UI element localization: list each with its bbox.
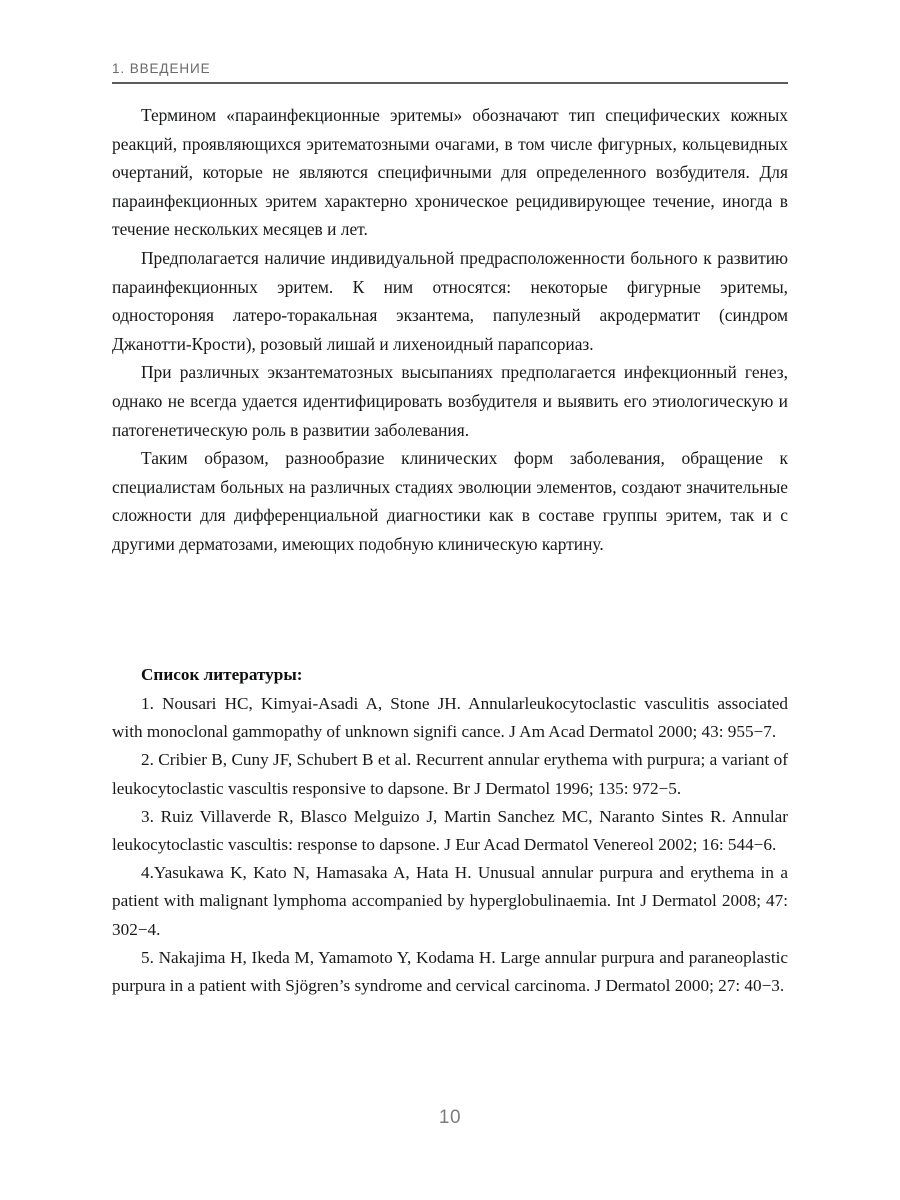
paragraph: При различных экзантематозных высыпаниях предполагается инфекционный генез, однако не всегда удается идентифицировать возбудителя и выявить его этиологическую и патогенетическую роль в развитии заболевания. [112,362,788,440]
reference-item: 1. Nousari HC, Kimyai-Asadi A, Stone JH. Annularleukocytoclastic vasculitis associated with monoclonal gammopathy of unknown signifi cance. J Am Acad Dermatol 2000; 43: 955−7. [112,694,788,742]
paragraph: Предполагается наличие индивидуальной предрасположенности больного к развитию параинфекционных эритем. К ним относятся: некоторые фигурные эритемы, одностороняя латеро-торакальная экзантема, папулезный акродерматит (синдром Джанотти-Крости), розовый лишай и лихеноидный парапсориаз. [112,247,788,354]
reference-item: 5. Nakajima H, Ikeda M, Yamamoto Y, Kodama H. Large annular purpura and paraneoplastic purpura in a patient with Sjögren’s syndrome and cervical carcinoma. J Dermatol 2000; 27: 40−3. [112,947,788,996]
header-divider [112,82,788,84]
references-section [112,661,788,1000]
paragraph: Таким образом, разнообразие клинических форм заболевания, обращение к специалистам больных на различных стадиях эволюции элементов, создают значительные сложности для дифференциальной диагностики как в составе группы эритем, так и с другими дерматозами, имеющих подобную клиническую картину. [112,448,788,554]
reference-item: 2. Cribier B, Cuny JF, Schubert B et al. Recurrent annular erythema with purpura; a variant of leukocytoclastic vascultis responsive to dapsone. Br J Dermatol 1996; 135: 972−5. [112,750,788,798]
reference-item: 3. Ruiz Villaverde R, Blasco Melguizo J, Martin Sanchez MC, Naranto Sintes R. Annular leukocytoclastic vascultis: response to dapsone. J Eur Acad Dermatol Venereol 2002; 16: 544−6. [112,806,788,855]
running-header [112,62,788,84]
chapter-title: 1. ВВЕДЕНИЕ [112,61,211,76]
reference-item: 4.Yasukawa K, Kato N, Hamasaka A, Hata H. Unusual annular purpura and erythema in a patient with malignant lymphoma accompanied by hyperglobulinaemia. Int J Dermatol 2008; 47: 302−4. [112,863,788,939]
page-number: 10 [438,1107,462,1128]
body-text [112,101,788,559]
references-heading: Список литературы: [141,665,303,684]
paragraph: Термином «параинфекционные эритемы» обозначают тип специфических кожных реакций, проявляющихся эритематозными очагами, в том числе фигурных, кольцевидных очертаний, которые не являются специфичными для определенного возбудителя. Для параинфекционных эритем характерно хроническое рецидивирующее течение, иногда в течение нескольких месяцев и лет. [112,105,788,240]
